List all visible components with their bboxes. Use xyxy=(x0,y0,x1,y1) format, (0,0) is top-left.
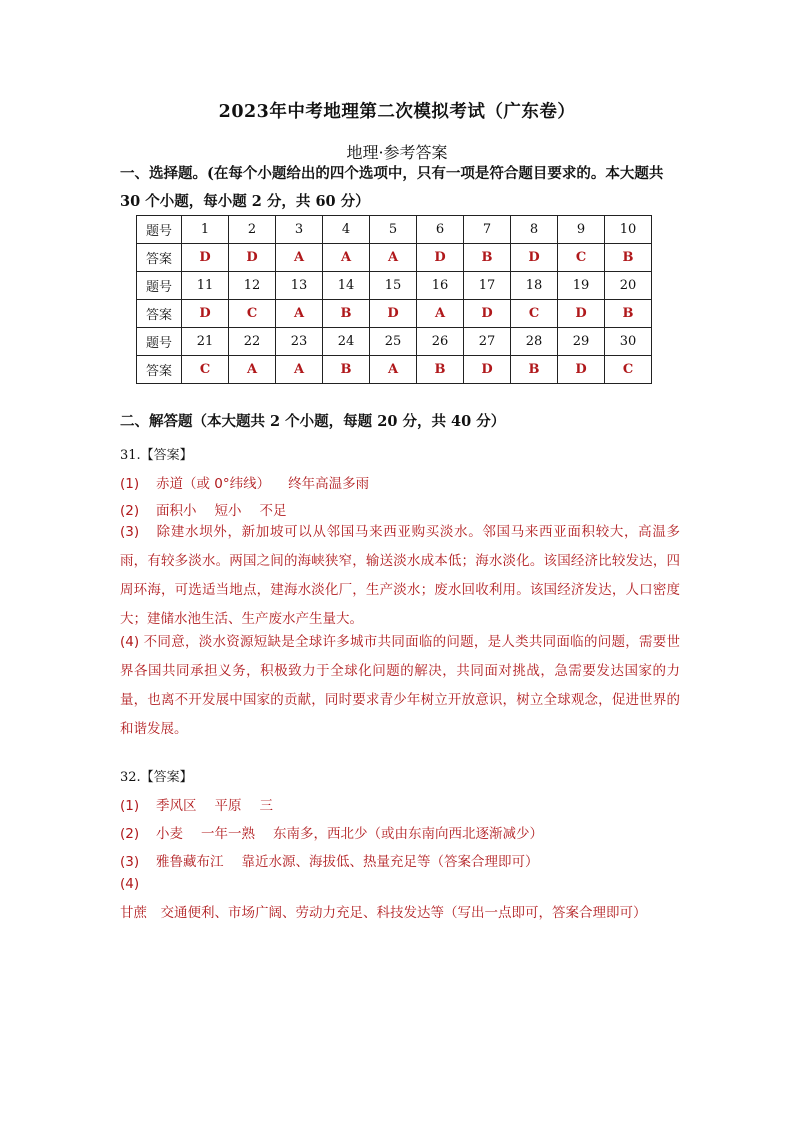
q31-answer-1 xyxy=(120,472,369,492)
q31-a2-num: (2) xyxy=(120,503,140,519)
question-number-cell: 2 xyxy=(229,216,276,244)
answer-cell: D xyxy=(464,300,511,328)
answer-label-cell: 答案 xyxy=(137,300,182,328)
q32-a4-num: (4) xyxy=(120,876,140,892)
question-number-cell: 10 xyxy=(605,216,652,244)
question-number-cell: 13 xyxy=(276,272,323,300)
q31-a2-part1: 面积小 xyxy=(156,503,197,519)
question-number-cell: 6 xyxy=(417,216,464,244)
answer-cell: D xyxy=(182,244,229,272)
question-number-cell: 17 xyxy=(464,272,511,300)
question-number-cell: 21 xyxy=(182,328,229,356)
q32-answer-3 xyxy=(120,850,539,870)
question-number-cell: 20 xyxy=(605,272,652,300)
question-number-cell: 19 xyxy=(558,272,605,300)
answer-row xyxy=(137,244,652,272)
answer-cell: C xyxy=(605,356,652,384)
q31-answer-2 xyxy=(120,499,287,519)
q31-label: 31.【答案】 xyxy=(120,448,193,463)
page-subtitle: 地理·参考答案 xyxy=(346,143,448,162)
answer-cell: A xyxy=(323,244,370,272)
question-number-cell: 15 xyxy=(370,272,417,300)
answer-cell: A xyxy=(276,244,323,272)
question-number-cell: 27 xyxy=(464,328,511,356)
q32-a2-part1: 小麦 xyxy=(156,826,183,842)
question-number-cell: 12 xyxy=(229,272,276,300)
q32-a3-part2: 靠近水源、海拔低、热量充足等（答案合理即可） xyxy=(241,854,539,870)
answer-cell: D xyxy=(417,244,464,272)
answer-cell: D xyxy=(558,356,605,384)
q31-a1-part2: 终年高温多雨 xyxy=(288,476,370,492)
question-number-cell: 14 xyxy=(323,272,370,300)
question-number-cell: 11 xyxy=(182,272,229,300)
question-number-cell: 9 xyxy=(558,216,605,244)
question-number-cell: 1 xyxy=(182,216,229,244)
q31-a2-part2: 短小 xyxy=(214,503,242,519)
q32-a2-part2: 一年一熟 xyxy=(201,826,255,842)
page-title: 2023年中考地理第二次模拟考试（广东卷） xyxy=(218,102,576,122)
q32-answer-1 xyxy=(120,794,273,814)
section2-heading: 二、解答题（本大题共 2 个小题，每题 20 分，共 40 分） xyxy=(120,413,506,430)
question-number-cell: 16 xyxy=(417,272,464,300)
question-number-row xyxy=(137,216,652,244)
answer-cell: B xyxy=(511,356,558,384)
q31-a3-num: (3) xyxy=(120,524,140,540)
question-number-cell: 24 xyxy=(323,328,370,356)
answer-cell: A xyxy=(276,356,323,384)
q32-label: 32.【答案】 xyxy=(120,770,193,785)
q31-a1-num: (1) xyxy=(120,476,140,492)
question-number-cell: 8 xyxy=(511,216,558,244)
section1-heading: 一、选择题。(在每个小题给出的四个选项中，只有一项是符合题目要求的。本大题共 30 个小题，每小题 2 分，共 60 分） xyxy=(120,165,664,210)
question-label-cell: 题号 xyxy=(137,216,182,244)
q32-a2-part3: 东南多，西北少（或由东南向西北逐渐减少） xyxy=(273,826,543,842)
answer-cell: A xyxy=(370,244,417,272)
q32-a1-num: (1) xyxy=(120,798,140,814)
question-number-cell: 29 xyxy=(558,328,605,356)
answer-cell: D xyxy=(464,356,511,384)
answer-cell: C xyxy=(558,244,605,272)
answer-cell: D xyxy=(511,244,558,272)
answer-cell: A xyxy=(417,300,464,328)
question-label-cell: 题号 xyxy=(137,272,182,300)
answer-cell: B xyxy=(605,300,652,328)
answer-cell: B xyxy=(323,300,370,328)
q31-a3-text: 除建水坝外，新加坡可以从邻国马来西亚购买淡水。邻国马来西亚面积较大，高温多雨，有较多淡水。两国之间的海峡狭窄，输送淡水成本低；海水淡化。该国经济比较发达，四周环海，可选适当地点，建海水淡化厂，生产淡水；废水回收利用。该国经济发达，人口密度大；建储水池生活、生产废水产生量大。 xyxy=(120,524,680,627)
question-number-cell: 18 xyxy=(511,272,558,300)
answer-row xyxy=(137,300,652,328)
question-number-cell: 22 xyxy=(229,328,276,356)
q32-answer-4 xyxy=(120,870,680,928)
q32-a3-num: (3) xyxy=(120,854,140,870)
q31-answer-3 xyxy=(120,518,680,634)
answer-cell: B xyxy=(323,356,370,384)
q32-a1-part2: 平原 xyxy=(214,798,242,814)
answer-label-cell: 答案 xyxy=(137,244,182,272)
answer-cell: B xyxy=(605,244,652,272)
answer-cell: D xyxy=(229,244,276,272)
q32-a3-part1: 雅鲁藏布江 xyxy=(156,854,224,870)
question-number-cell: 3 xyxy=(276,216,323,244)
question-number-row xyxy=(137,328,652,356)
q32-a1-part1: 季风区 xyxy=(156,798,197,814)
question-number-row xyxy=(137,272,652,300)
q32-a4-text: 甘蔗 交通便利、市场广阔、劳动力充足、科技发达等（写出一点即可，答案合理即可） xyxy=(120,905,647,921)
answer-cell: A xyxy=(370,356,417,384)
question-number-cell: 5 xyxy=(370,216,417,244)
answer-cell: A xyxy=(229,356,276,384)
q31-a2-part3: 不足 xyxy=(259,503,287,519)
question-number-cell: 25 xyxy=(370,328,417,356)
q32-a1-part3: 三 xyxy=(259,798,273,814)
q32-a2-num: (2) xyxy=(120,826,140,842)
answer-row xyxy=(137,356,652,384)
answer-table xyxy=(136,215,652,384)
answer-cell: D xyxy=(182,300,229,328)
answer-cell: D xyxy=(558,300,605,328)
question-label-cell: 题号 xyxy=(137,328,182,356)
answer-cell: C xyxy=(229,300,276,328)
question-number-cell: 30 xyxy=(605,328,652,356)
question-number-cell: 7 xyxy=(464,216,511,244)
question-number-cell: 28 xyxy=(511,328,558,356)
answer-label-cell: 答案 xyxy=(137,356,182,384)
q32-answer-2 xyxy=(120,822,543,842)
q31-answer-4: (4) 不同意，淡水资源短缺是全球许多城市共同面临的问题，是人类共同面临的问题，需要世界各国共同承担义务，积极致力于全球化问题的解决，共同面对挑战，急需要发达国家的力量，也离不开发展中国家的贡献，同时要求青少年树立开放意识，树立全球观念，促进世界的和谐发展。 xyxy=(120,634,680,737)
question-number-cell: 26 xyxy=(417,328,464,356)
question-number-cell: 4 xyxy=(323,216,370,244)
answer-cell: A xyxy=(276,300,323,328)
question-number-cell: 23 xyxy=(276,328,323,356)
q31-a1-part1: 赤道（或 0°纬线） xyxy=(156,476,271,492)
answer-cell: B xyxy=(417,356,464,384)
answer-cell: C xyxy=(511,300,558,328)
answer-cell: C xyxy=(182,356,229,384)
answer-cell: D xyxy=(370,300,417,328)
answer-cell: B xyxy=(464,244,511,272)
